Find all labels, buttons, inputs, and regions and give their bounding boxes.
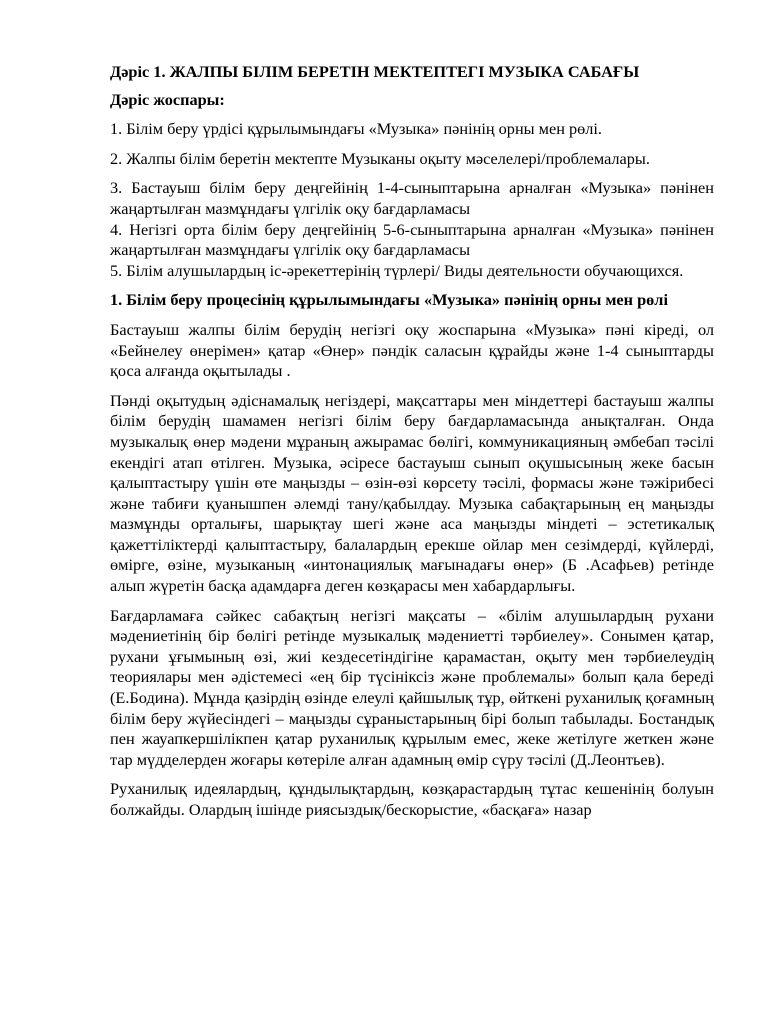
plan-item: 2. Жалпы білім беретін мектепте Музыканы оқыту мәселелері/проблемалары. — [110, 148, 650, 168]
plan-item: 1. Білім беру үрдісі құрылымындағы «Музыка» пәнінің орны мен рөлі. — [110, 119, 602, 139]
body-paragraph: Пәнді оқытудың әдіснамалық негіздері, мақсаттары мен міндеттері бастауыш жалпы білім берудің шамамен негізгі білім беру бағдарламасында анықталған. Онда музыкалық өнер мәдени мұраның ажырамас бөлігі, коммуникацияның әмбебап тәсілі екендігі атап өтілген. Музыка, әсіресе бастауыш сынып оқушысының жеке басын қалыптастыру үшін өте маңызды – өзін-өзі көрсету тәсілі, формасы және тәжірибесі және табиғи қуанышпен әлемді тану/қабылдау. Музыка сабақтарының ең маңызды мазмұнды орталығы, шарықтау шегі және аса маңызды міндеті – эстетикалық қажеттіліктерді қалыптастыру, балалардың ерекше ойлар мен сезімдерді, күйлерді, өмірге, өзіне, музыканың «интонациялық мағынадағы өнер» (Б .Асафьев) ретінде алып жүретін басқа адамдарға деген көзқарасы мен хабардарлығы. — [110, 390, 714, 596]
lecture-title: Дәріс 1. ЖАЛПЫ БІЛІМ БЕРЕТІН МЕКТЕПТЕГІ МУЗЫКА САБАҒЫ — [110, 62, 640, 81]
body-paragraph: Руханилық идеялардың, құндылықтардың, көзқарастардың тұтас кешенінің болуын болжайды. Олардың ішінде риясыздық/бескорыстие, «басқаға» назар — [110, 779, 714, 819]
body-paragraph: Бағдарламаға сәйкес сабақтың негізгі мақсаты – «білім алушылардың рухани мәдениетінің бір бөлігі ретінде музыкалық мәдениетті тәрбиелеу». Сонымен қатар, рухани ұғымының өзі, жиі кездесетіндігіне қарамастан, оқыту мен тәрбиелеудің теориялары мен әдістемесі «ең бір түсініксіз және проблемалы» болып қала береді (Е.Бодина). Мұнда қазірдің өзінде елеулі қайшылық тұр, өйткені руханилық қоғамның білім беру жүйесіндегі – маңызды сұраныстарының бірі болып табылады. Бостандық пен жауапкершілікпен қатар руханилық құрылым емес, жеке жетілуге жеткен және тар мүдделерден жоғары көтеріле алған адамның өмір сүру тәсілі (Д.Леонтьев). — [110, 605, 714, 769]
plan-item: 3. Бастауыш білім беру деңгейінің 1-4-сыныптарына арналған «Музыка» пәнінен жаңартылған мазмұндағы үлгілік оқу бағдарламасы — [110, 178, 714, 218]
plan-item: 5. Білім алушылардың іс-әрекеттерінің түрлері/ Виды деятельности обучающихся. — [110, 260, 684, 280]
section-heading: 1. Білім беру процесінің құрылымындағы «Музыка» пәнінің орны мен рөлі — [110, 290, 668, 310]
plan-heading: Дәріс жоспары: — [110, 89, 225, 109]
plan-item: 4. Негізгі орта білім беру деңгейінің 5-6-сыныптарына арналған «Музыка» пәнінен жаңартылған мазмұндағы үлгілік оқу бағдарламасы — [110, 219, 714, 260]
body-paragraph: Бастауыш жалпы білім берудің негізгі оқу жоспарына «Музыка» пәні кіреді, ол «Бейнелеу өнерімен» қатар «Өнер» пәндік саласын құрайды және 1-4 сыныптарды қоса алғанда оқытылады . — [110, 319, 714, 381]
